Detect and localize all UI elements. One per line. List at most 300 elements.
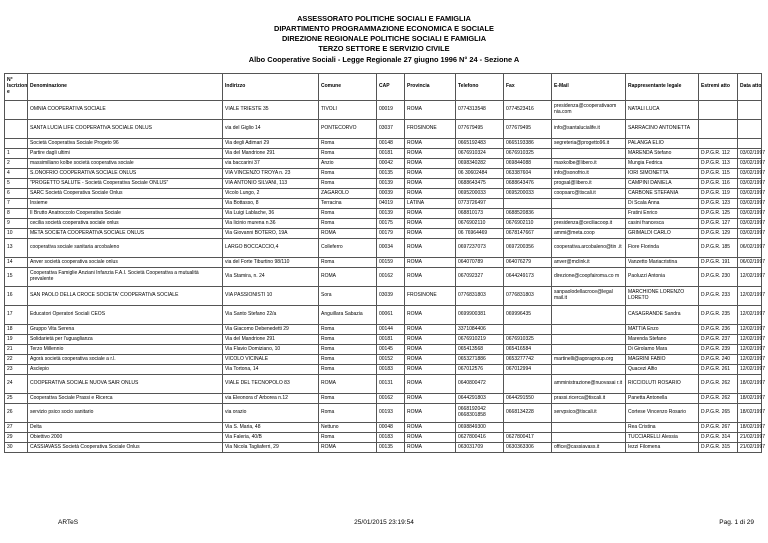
table-cell: D.P.G.R. 129 bbox=[699, 229, 738, 239]
table-cell: 0697237073 bbox=[456, 239, 504, 258]
table-cell: 5 bbox=[5, 179, 28, 189]
table-cell: Via Bottasso, 8 bbox=[223, 199, 319, 209]
table-cell: D.P.G.R. 125 bbox=[699, 209, 738, 219]
table-cell: 14 bbox=[5, 258, 28, 268]
table-cell: 06/02/1997 bbox=[738, 258, 762, 268]
table-cell: 8 bbox=[5, 209, 28, 219]
table-cell: Partire dagli ultimi bbox=[28, 149, 223, 159]
table-cell: Via Tortona, 14 bbox=[223, 365, 319, 375]
table-cell: 03/02/1997 bbox=[738, 219, 762, 229]
table-cell: Nettuno bbox=[319, 423, 377, 433]
table-cell: ROMA bbox=[405, 179, 456, 189]
table-cell: ROMA bbox=[405, 268, 456, 287]
table-row bbox=[5, 355, 762, 365]
table-cell: Via Giacomo Debenedetti 29 bbox=[223, 325, 319, 335]
table-cell: 0676910325 bbox=[504, 149, 552, 159]
table-cell: D.P.G.R. 265 bbox=[699, 404, 738, 423]
table-cell: 26 bbox=[5, 404, 28, 423]
table-cell: 00139 bbox=[377, 179, 405, 189]
table-cell: VIA VINCENZO TROYA n. 23 bbox=[223, 169, 319, 179]
table-cell: Anzio bbox=[319, 159, 377, 169]
table-cell: 25 bbox=[5, 394, 28, 404]
table-row bbox=[5, 199, 762, 209]
table-cell: FROSINONE bbox=[405, 287, 456, 306]
table-cell: D.P.G.R. 233 bbox=[699, 287, 738, 306]
table-cell: 23 bbox=[5, 365, 28, 375]
table-cell: PONTECORVO bbox=[319, 120, 377, 139]
table-cell: ROMA bbox=[405, 149, 456, 159]
table-cell: 0678147667 bbox=[504, 229, 552, 239]
column-header: Indirizzo bbox=[223, 74, 319, 101]
table-cell: 00139 bbox=[377, 209, 405, 219]
table-cell: D.P.G.R. 239 bbox=[699, 345, 738, 355]
table-cell: CARBONE STEFANIA bbox=[626, 189, 699, 199]
table-cell: "PROGETTO SALUTE - Società Cooperativa Sociale ONLUS" bbox=[28, 179, 223, 189]
table-cell: 067012576 bbox=[456, 365, 504, 375]
table-cell: 00193 bbox=[377, 404, 405, 423]
table-cell: CASAGRANDE Sandra bbox=[626, 306, 699, 325]
table-cell: 0665192483 bbox=[456, 139, 504, 149]
table-cell: Il Brutto Anatroccolo Cooperativa Sociale bbox=[28, 209, 223, 219]
table-cell: Gruppo Vita Serena bbox=[28, 325, 223, 335]
table-cell: 069996435 bbox=[504, 306, 552, 325]
footer-left: ARTeS bbox=[58, 519, 79, 526]
table-cell: 065416584 bbox=[504, 345, 552, 355]
table-cell: 0698849300 bbox=[456, 423, 504, 433]
table-cell: 0653277742 bbox=[504, 355, 552, 365]
table-cell: ROMA bbox=[405, 159, 456, 169]
table-cell: info@santalucialife.it bbox=[552, 120, 626, 139]
table-cell: 064076279 bbox=[504, 258, 552, 268]
table-cell: ROMA bbox=[405, 443, 456, 453]
table-cell: 18/02/1997 bbox=[738, 404, 762, 423]
table-cell: Vicolo Lungo, 2 bbox=[223, 189, 319, 199]
table-cell: ROMA bbox=[319, 268, 377, 287]
table-cell: Vanzetto Mariacristina bbox=[626, 258, 699, 268]
table-row bbox=[5, 433, 762, 443]
table-cell: 12/02/1997 bbox=[738, 306, 762, 325]
table-cell: 21 bbox=[5, 345, 28, 355]
table-cell: 0668134228 bbox=[504, 404, 552, 423]
table-cell: 0676910324 bbox=[456, 149, 504, 159]
table-cell: D.P.G.R. 237 bbox=[699, 335, 738, 345]
table-cell: 00181 bbox=[377, 149, 405, 159]
table-cell: VICOLO VICINALE bbox=[223, 355, 319, 365]
table-cell: 03037 bbox=[377, 120, 405, 139]
table-cell: VIALE DEL TECNOPOLO 83 bbox=[223, 375, 319, 394]
table-cell: 24 bbox=[5, 375, 28, 394]
table-cell bbox=[552, 306, 626, 325]
table-cell: SAN PAOLO DELLA CROCE SOCIETA' COOPERATIVA SOCIALE bbox=[28, 287, 223, 306]
table-cell: 00181 bbox=[377, 335, 405, 345]
table-cell: ROMA bbox=[405, 189, 456, 199]
table-cell: 0688520836 bbox=[504, 209, 552, 219]
table-row bbox=[5, 101, 762, 120]
table-cell: 00135 bbox=[377, 443, 405, 453]
table-cell: FROSINONE bbox=[405, 120, 456, 139]
table-cell: 068810173 bbox=[456, 209, 504, 219]
table-cell: Società Cooperativa Sociale Progeto 96 bbox=[28, 139, 223, 149]
table-cell: ROMA bbox=[319, 375, 377, 394]
table-row bbox=[5, 159, 762, 169]
table-cell: 12/02/1997 bbox=[738, 268, 762, 287]
table-cell: 00162 bbox=[377, 268, 405, 287]
table-cell: 06/02/1997 bbox=[738, 239, 762, 258]
table-cell: D.P.G.R. 230 bbox=[699, 268, 738, 287]
table-cell: via baccarini 37 bbox=[223, 159, 319, 169]
table-cell: 03/02/1997 bbox=[738, 159, 762, 169]
table-cell: 0698340282 bbox=[456, 159, 504, 169]
table-cell: D.P.G.R. 262 bbox=[699, 375, 738, 394]
table-cell: 0774523416 bbox=[504, 101, 552, 120]
table-cell: Via del Mandrione 291 bbox=[223, 335, 319, 345]
table-cell: Cooperativa Famiglie Anziani Infanzia F.A.I. Società Cooperativa a mutualità prevalente bbox=[28, 268, 223, 287]
table-cell: 10 bbox=[5, 229, 28, 239]
table-cell: ROMA bbox=[405, 355, 456, 365]
table-cell: 12/02/1997 bbox=[738, 335, 762, 345]
table-row bbox=[5, 287, 762, 306]
table-cell: D.P.G.R. 119 bbox=[699, 189, 738, 199]
table-cell: 03/02/1997 bbox=[738, 169, 762, 179]
table-cell: 03/02/1997 bbox=[738, 199, 762, 209]
table-cell: D.P.G.R. 112 bbox=[699, 149, 738, 159]
table-cell: MAGRINI FABIO bbox=[626, 355, 699, 365]
table-cell: 6 bbox=[5, 189, 28, 199]
table-cell: SANTA LUCIA LIFE COOPERATIVA SOCIALE ONLUS bbox=[28, 120, 223, 139]
table-cell: Di Scala Anna bbox=[626, 199, 699, 209]
table-cell: Roma bbox=[319, 179, 377, 189]
table-cell: 18/02/1997 bbox=[738, 423, 762, 433]
registry-table bbox=[4, 73, 766, 453]
table-cell: ROMA bbox=[405, 209, 456, 219]
table-cell: 00048 bbox=[377, 423, 405, 433]
table-cell: Via Santo Stefano 22/a bbox=[223, 306, 319, 325]
table-cell: Anver società cooperativa sociale onlus bbox=[28, 258, 223, 268]
table-cell bbox=[552, 325, 626, 335]
table-cell: Roma bbox=[319, 355, 377, 365]
table-cell: presidenza@cooperativaom nia.com bbox=[552, 101, 626, 120]
table-cell: 19 bbox=[5, 335, 28, 345]
table-cell: IORI SIMONETTA bbox=[626, 169, 699, 179]
table-cell: 0676910325 bbox=[504, 335, 552, 345]
table-cell: casini francesca bbox=[626, 219, 699, 229]
column-header: Fax bbox=[504, 74, 552, 101]
table-cell: 0688643475 bbox=[456, 179, 504, 189]
table-cell: ZAGAROLO bbox=[319, 189, 377, 199]
table-cell: D.P.G.R. 240 bbox=[699, 355, 738, 365]
table-cell: ROMA bbox=[405, 258, 456, 268]
table-cell: RICCIOLUTI ROSARIO bbox=[626, 375, 699, 394]
column-header: Provincia bbox=[405, 74, 456, 101]
table-cell: Roma bbox=[319, 404, 377, 423]
table-cell: cooperativa sociale sanitaria arcobaleno bbox=[28, 239, 223, 258]
table-cell: via orazio bbox=[223, 404, 319, 423]
table-cell: 29 bbox=[5, 433, 28, 443]
table-cell: 12/02/1997 bbox=[738, 287, 762, 306]
table-cell: GRIMALDI CARLO bbox=[626, 229, 699, 239]
table-row bbox=[5, 258, 762, 268]
table-row bbox=[5, 209, 762, 219]
table-cell: 00034 bbox=[377, 239, 405, 258]
table-cell: ROMA bbox=[319, 443, 377, 453]
table-cell: progsal@libero.it bbox=[552, 179, 626, 189]
table-cell: LATINA bbox=[405, 199, 456, 209]
table-row bbox=[5, 179, 762, 189]
table-cell: ROMA bbox=[405, 139, 456, 149]
table-cell: 00135 bbox=[377, 169, 405, 179]
table-cell: 00042 bbox=[377, 159, 405, 169]
header-line-4: TERZO SETTORE E SERVIZIO CIVILE bbox=[318, 44, 450, 53]
table-cell: COOPERATIVA SOCIALE NUOVA SAIR ONLUS bbox=[28, 375, 223, 394]
table-cell: ROMA bbox=[405, 229, 456, 239]
table-row bbox=[5, 229, 762, 239]
table-cell: Via Faleria, 40/B bbox=[223, 433, 319, 443]
table-cell: 077679495 bbox=[504, 120, 552, 139]
table-row bbox=[5, 345, 762, 355]
table-row bbox=[5, 120, 762, 139]
table-cell: maxkolbe@libero.it bbox=[552, 159, 626, 169]
table-cell: 17 bbox=[5, 306, 28, 325]
table-cell: LARGO BOCCACCIO,4 bbox=[223, 239, 319, 258]
table-cell: servizio psico socio sanitario bbox=[28, 404, 223, 423]
table-cell: 00145 bbox=[377, 345, 405, 355]
table-cell: 03/02/1997 bbox=[738, 209, 762, 219]
table-cell: 0627800417 bbox=[504, 433, 552, 443]
table-cell bbox=[552, 433, 626, 443]
table-cell: 21/02/1997 bbox=[738, 443, 762, 453]
table-cell: ROMA bbox=[405, 239, 456, 258]
table-row bbox=[5, 169, 762, 179]
column-header: Rappresentante legale bbox=[626, 74, 699, 101]
table-cell: 00061 bbox=[377, 306, 405, 325]
table-cell: 03039 bbox=[377, 287, 405, 306]
table-cell: D.P.G.R. 113 bbox=[699, 159, 738, 169]
table-cell: Solidarietà per l'uguaglianza bbox=[28, 335, 223, 345]
table-cell: 0644291803 bbox=[456, 394, 504, 404]
table-cell: MATTIA Enzo bbox=[626, 325, 699, 335]
table-row bbox=[5, 404, 762, 423]
table-cell: D.P.G.R. 116 bbox=[699, 179, 738, 189]
table-cell: ROMA bbox=[405, 365, 456, 375]
table-cell: 0676902110 bbox=[504, 219, 552, 229]
table-cell: CAMPINI DANIELA bbox=[626, 179, 699, 189]
table-cell: Delta bbox=[28, 423, 223, 433]
table-cell: Iezzi Filomena bbox=[626, 443, 699, 453]
table-cell: Via S. Maria, 48 bbox=[223, 423, 319, 433]
table-cell: 12/02/1997 bbox=[738, 325, 762, 335]
table-cell: 0776831803 bbox=[504, 287, 552, 306]
table-cell: 00039 bbox=[377, 189, 405, 199]
table-cell bbox=[5, 101, 28, 120]
table-cell: 0773726497 bbox=[456, 199, 504, 209]
table-cell: ROMA bbox=[405, 335, 456, 345]
table-cell: 3371084406 bbox=[456, 325, 504, 335]
table-cell: 0695200033 bbox=[504, 189, 552, 199]
table-cell: Roma bbox=[319, 258, 377, 268]
table-cell: ROMA bbox=[405, 169, 456, 179]
footer-page: Pag. 1 di 29 bbox=[719, 519, 754, 526]
table-cell: sanpaolodellacroce@legal mail.it bbox=[552, 287, 626, 306]
table-cell: 04019 bbox=[377, 199, 405, 209]
table-cell: Roma bbox=[319, 209, 377, 219]
table-cell: Roma bbox=[319, 433, 377, 443]
table-cell: presidenza@ceciliacoop.it bbox=[552, 219, 626, 229]
table-cell: 0676910219 bbox=[456, 335, 504, 345]
table-cell: direzione@coopfairoma.co m bbox=[552, 268, 626, 287]
table-cell bbox=[552, 199, 626, 209]
table-cell bbox=[699, 139, 738, 149]
table-cell: massimiliano kolbe società cooperativa sociale bbox=[28, 159, 223, 169]
table-cell: D.P.G.R. 262 bbox=[699, 394, 738, 404]
table-cell: Mungia Fedrica bbox=[626, 159, 699, 169]
table-cell: 0676902110 bbox=[456, 219, 504, 229]
table-cell: 30 bbox=[5, 443, 28, 453]
table-cell: Educatori Operatori Sociali CEOS bbox=[28, 306, 223, 325]
table-cell: ROMA bbox=[405, 404, 456, 423]
table-cell: 00019 bbox=[377, 101, 405, 120]
table-cell: Roma bbox=[319, 345, 377, 355]
table-cell: Marenda Stefano bbox=[626, 335, 699, 345]
table-cell: 4 bbox=[5, 169, 28, 179]
table-cell: 00175 bbox=[377, 219, 405, 229]
table-cell: 064070789 bbox=[456, 258, 504, 268]
table-cell: 069844088 bbox=[504, 159, 552, 169]
table-cell: 00183 bbox=[377, 433, 405, 443]
table-cell: 18/02/1997 bbox=[738, 375, 762, 394]
header-line-3: DIREZIONE REGIONALE POLITICHE SOCIALI E FAMIGLIA bbox=[281, 34, 487, 43]
table-cell: amministrazione@nuovasai r.it bbox=[552, 375, 626, 394]
table-cell: Fratini Enrico bbox=[626, 209, 699, 219]
table-cell: ROMA bbox=[405, 306, 456, 325]
table-row bbox=[5, 365, 762, 375]
table-cell: ROMA bbox=[319, 229, 377, 239]
table-cell: 067092327 bbox=[456, 268, 504, 287]
table-cell bbox=[738, 120, 762, 139]
table-cell: 0668192042 0668301858 bbox=[456, 404, 504, 423]
table-cell: 15 bbox=[5, 268, 28, 287]
column-header: Telefono bbox=[456, 74, 504, 101]
table-cell: D.P.G.R. 235 bbox=[699, 306, 738, 325]
table-row bbox=[5, 375, 762, 394]
table-cell: Roma bbox=[319, 149, 377, 159]
table-cell: Obiettivo 2000 bbox=[28, 433, 223, 443]
table-cell bbox=[504, 325, 552, 335]
table-cell: 16 bbox=[5, 287, 28, 306]
table-cell: S.ONOFRIO COOPERATIVA SOCIALE ONLUS bbox=[28, 169, 223, 179]
table-cell: servpsico@tiscali.it bbox=[552, 404, 626, 423]
table-row bbox=[5, 239, 762, 258]
table-cell: SARC Società Cooperativa Sociale Onlus bbox=[28, 189, 223, 199]
table-cell bbox=[5, 120, 28, 139]
table-cell: VIA ANTONIO SILVANI, 113 bbox=[223, 179, 319, 189]
table-cell: 063031709 bbox=[456, 443, 504, 453]
table-cell: D.P.G.R. 127 bbox=[699, 219, 738, 229]
table-cell: segreteria@progetto96.it bbox=[552, 139, 626, 149]
table-cell: Via del Mandrione 291 bbox=[223, 149, 319, 159]
table-row bbox=[5, 306, 762, 325]
table-cell: 22 bbox=[5, 355, 28, 365]
table-cell: info@sonofrio.it bbox=[552, 169, 626, 179]
table-cell: 0640800472 bbox=[456, 375, 504, 394]
table-cell: martinelli@agoragroup.org bbox=[552, 355, 626, 365]
table-cell: 00144 bbox=[377, 325, 405, 335]
table-cell: 03/02/1997 bbox=[738, 229, 762, 239]
table-cell: 03/02/1997 bbox=[738, 149, 762, 159]
table-cell: 0774313548 bbox=[456, 101, 504, 120]
column-header: Denominazione bbox=[28, 74, 223, 101]
table-cell bbox=[504, 423, 552, 433]
table-cell: OMNIA COOPERATIVA SOCIALE bbox=[28, 101, 223, 120]
table-cell: 12/02/1997 bbox=[738, 365, 762, 375]
table-row bbox=[5, 394, 762, 404]
table-cell: cooperativa.arcobaleno@tin .it bbox=[552, 239, 626, 258]
table-cell bbox=[552, 345, 626, 355]
table-row bbox=[5, 139, 762, 149]
table-cell: 00159 bbox=[377, 258, 405, 268]
table-cell bbox=[552, 149, 626, 159]
table-header bbox=[5, 74, 762, 101]
table-cell: via del Giglio 14 bbox=[223, 120, 319, 139]
table-cell: 077679495 bbox=[456, 120, 504, 139]
table-cell: ROMA bbox=[405, 219, 456, 229]
column-header: E-Mail bbox=[552, 74, 626, 101]
table-cell: D.P.G.R. 314 bbox=[699, 433, 738, 443]
table-cell: 2 bbox=[5, 159, 28, 169]
table-cell: ammi@meta.coop bbox=[552, 229, 626, 239]
table-cell: Roma bbox=[319, 394, 377, 404]
table-cell: D.P.G.R. 115 bbox=[699, 169, 738, 179]
table-cell: Via licinio murena n.36 bbox=[223, 219, 319, 229]
column-header: N° Iscrizion e bbox=[5, 74, 28, 101]
table-cell: Via Luigi Lablache, 36 bbox=[223, 209, 319, 219]
table-cell: Asclepio bbox=[28, 365, 223, 375]
table-cell bbox=[504, 375, 552, 394]
table-cell bbox=[552, 209, 626, 219]
table-cell: office@cassiavass.it bbox=[552, 443, 626, 453]
table-cell: NATALI LUCA bbox=[626, 101, 699, 120]
table-cell: 0697200356 bbox=[504, 239, 552, 258]
table-cell: Terracina bbox=[319, 199, 377, 209]
table-cell bbox=[699, 120, 738, 139]
table-cell: Roma bbox=[319, 325, 377, 335]
table-cell: ROMA bbox=[405, 375, 456, 394]
table-cell: Anguillara Sabazia bbox=[319, 306, 377, 325]
table-cell: coopsarc@tiscali.it bbox=[552, 189, 626, 199]
table-cell: 03/02/1997 bbox=[738, 189, 762, 199]
table-cell: Roma bbox=[319, 169, 377, 179]
table-cell: 065413568 bbox=[456, 345, 504, 355]
table-cell: 0695200033 bbox=[456, 189, 504, 199]
column-header: Comune bbox=[319, 74, 377, 101]
table-cell: ROMA bbox=[405, 101, 456, 120]
table-cell: TUCCIARELLI Alessia bbox=[626, 433, 699, 443]
header-line-2: DIPARTIMENTO PROGRAMMAZIONE ECONOMICA E SOCIALE bbox=[274, 24, 494, 33]
table-cell: Cortese Vincenzo Rosario bbox=[626, 404, 699, 423]
table-cell bbox=[552, 423, 626, 433]
table-cell: Via Nicola Tagliaferri, 29 bbox=[223, 443, 319, 453]
table-cell: Quacezi Alfio bbox=[626, 365, 699, 375]
table-cell: ROMA bbox=[405, 325, 456, 335]
table-cell: Panetta Antonella bbox=[626, 394, 699, 404]
table-cell: 1 bbox=[5, 149, 28, 159]
table-cell bbox=[552, 335, 626, 345]
table-cell: Via degli Adimari 29 bbox=[223, 139, 319, 149]
table-cell: 0776831803 bbox=[456, 287, 504, 306]
table-cell: D.P.G.R. 123 bbox=[699, 199, 738, 209]
table-cell: SARRACINO ANTONIETTA bbox=[626, 120, 699, 139]
column-header: Estremi atto bbox=[699, 74, 738, 101]
table-cell: 0665193386 bbox=[504, 139, 552, 149]
